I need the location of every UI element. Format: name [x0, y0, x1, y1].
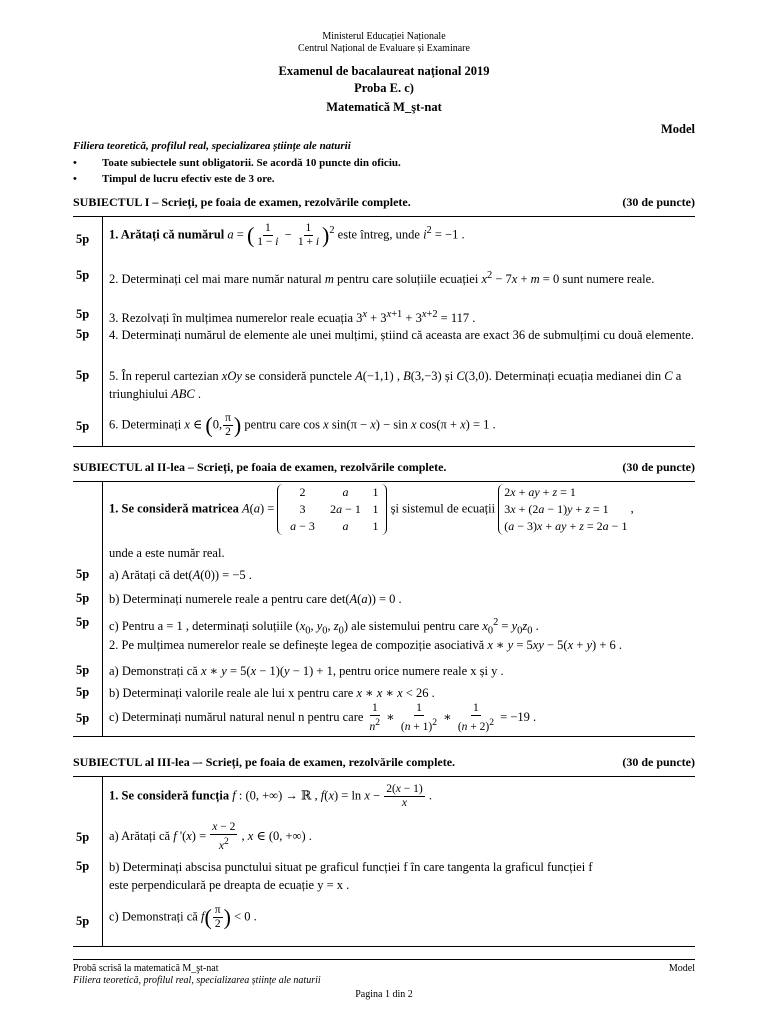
- proba-title: Proba E. c): [354, 81, 414, 95]
- s2-q2b: b) Determinați valorile reale ale lui x pentru care x ∗ x ∗ x < 26 .: [109, 686, 435, 700]
- divider: [73, 736, 695, 737]
- s2-q1b: b) Determinați numerele reale a pentru care det(A(a)) = 0 .: [109, 592, 402, 606]
- s3-qa: a) Arătați că f '(x) = $\frac{x - 2}{x^2}$ , x ∈ (0, +∞) .: [109, 821, 312, 852]
- points-cell: 5p: [76, 419, 90, 433]
- points-cell: 5p: [76, 591, 90, 605]
- s3-q1: 1. Se consideră funcția f : (0, +∞) → ℝ , f(x) = ln x − $\frac{2(x - 1)}{x}$ .: [109, 783, 432, 809]
- bullet-2: • Timpul de lucru efectiv este de 3 ore.: [73, 173, 275, 185]
- s2-q2c: c) Determinați numărul natural nenul n pentru care $\frac{1}{n^2}$ ∗ $\frac{1}{(n + 1)^2}$ ∗ $\frac{1}{(n + 2)^2}$ = −19 .: [109, 702, 537, 733]
- exam-title: Examenul de bacalaureat național 2019: [278, 64, 490, 78]
- points-cell: 5p: [76, 268, 90, 282]
- divider: [73, 216, 695, 217]
- points-cell: 5p: [76, 327, 90, 341]
- footer-line-1: Probă scrisă la matematică M_şt-nat Model: [73, 963, 695, 974]
- points-cell: 5p: [76, 307, 90, 321]
- points-cell: 5p: [76, 914, 90, 928]
- points-column-rule: [102, 776, 103, 946]
- s3-qb: b) Determinați abscisa punctului situat pe graficul funcției f în care tangenta la graficul funcției f este perpendiculară pe dreapta de ecuație y = x .: [109, 860, 593, 892]
- points-column-rule: [102, 481, 103, 736]
- s1-q4: 4. Determinați numărul de elemente ale unei mulțimi, știind că aceasta are exact 36 de submulțimi cu două elemente.: [109, 328, 694, 342]
- subject-title: Matematică M_şt-nat: [326, 100, 442, 114]
- filiera-text: Filiera teoretică, profilul real, specializarea științe ale naturii: [73, 140, 351, 152]
- s2-q2a: a) Demonstrați că x ∗ y = 5(x − 1)(y − 1) + 1, pentru orice numere reale x și y .: [109, 664, 504, 678]
- s2-q1-note: unde a este număr real.: [109, 546, 225, 560]
- points-cell: 5p: [76, 567, 90, 581]
- s2-q2: 2. Pe mulțimea numerelor reale se definește legea de compoziție asociativă x ∗ y = 5xy − 5(x + y) + 6 .: [109, 638, 622, 652]
- footer-line-2: Filiera teoretică, profilul real, specializarea științe ale naturii: [73, 975, 321, 986]
- page-number: Pagina 1 din 2: [355, 989, 413, 1000]
- s2-q1a: a) Arătați că det(A(0)) = −5 .: [109, 568, 252, 582]
- divider: [73, 446, 695, 447]
- points-cell: 5p: [76, 663, 90, 677]
- points-cell: 5p: [76, 685, 90, 699]
- points-cell: 5p: [76, 368, 90, 382]
- divider: [73, 946, 695, 947]
- points-cell: 5p: [76, 711, 90, 725]
- s2-q1c: c) Pentru a = 1 , determinați soluțiile ($x_0$, $y_0$, $z_0$) ale sistemului pentru care $x_0^2 = y_0z_0$ .: [109, 617, 539, 637]
- points-cell: 5p: [76, 232, 90, 246]
- divider: [73, 481, 695, 482]
- subject3-heading: SUBIECTUL al III-lea –- Scrieți, pe foaia de examen, rezolvările complete. (30 de puncte): [73, 755, 695, 769]
- subject1-heading: SUBIECTUL I – Scrieți, pe foaia de examen, rezolvările complete. (30 de puncte): [73, 195, 695, 209]
- footer-divider: [73, 959, 695, 960]
- s1-q3: 3. Rezolvați în mulțimea numerelor reale ecuația $3^x + 3^{x+1} + 3^{x+2} = 117$ .: [109, 309, 476, 326]
- model-label: Model: [660, 122, 695, 136]
- bullet-1: • Toate subiectele sunt obligatorii. Se acordă 10 puncte din oficiu.: [73, 157, 401, 169]
- points-column-rule: [102, 216, 103, 446]
- center-name: Centrul Național de Evaluare și Examinare: [298, 43, 470, 54]
- s1-q1: 1. Arătați că numărul a = ( $\frac{1}{1 - i}$ − $\frac{1}{1 + i}$ )$^2$ este întreg, unde $i^2 = -1$ .: [109, 222, 465, 248]
- points-cell: 5p: [76, 615, 90, 629]
- points-cell: 5p: [76, 830, 90, 844]
- s1-q5: 5. În reperul cartezian xOy se consideră punctele A(−1,1) , B(3,−3) și C(3,0). Determinați ecuația medianei din C a triunghiului ABC .: [109, 369, 682, 401]
- subject2-heading: SUBIECTUL al II-lea – Scrieți, pe foaia de examen, rezolvările complete. (30 de puncte): [73, 460, 695, 474]
- divider: [73, 776, 695, 777]
- s1-q6: 6. Determinați x ∈ (0, $\frac{\pi}{2}$ ) pentru care cos x sin(π − x) − sin x cos(π + x) = 1 .: [109, 412, 496, 438]
- s3-qc: c) Demonstrați că f( $\frac{\pi}{2}$ ) < 0 .: [109, 904, 257, 930]
- points-cell: 5p: [76, 859, 90, 873]
- ministry-name: Ministerul Educației Naționale: [322, 31, 446, 42]
- s2-q1: 1. Se consideră matricea A(a) = 2 a 1 3 2a − 1 1 a − 3 a 1 și sistemul de ecuații 2x + ay + z = 1 3x + (2a − 1)y + z = 1 (a − 3)x + ay + z = 2a − 1 ,: [109, 485, 634, 533]
- s1-q2: 2. Determinați cel mai mare număr natural m pentru care soluțiile ecuației $x^2 - 7x + m = 0$ sunt numere reale.: [109, 270, 655, 287]
